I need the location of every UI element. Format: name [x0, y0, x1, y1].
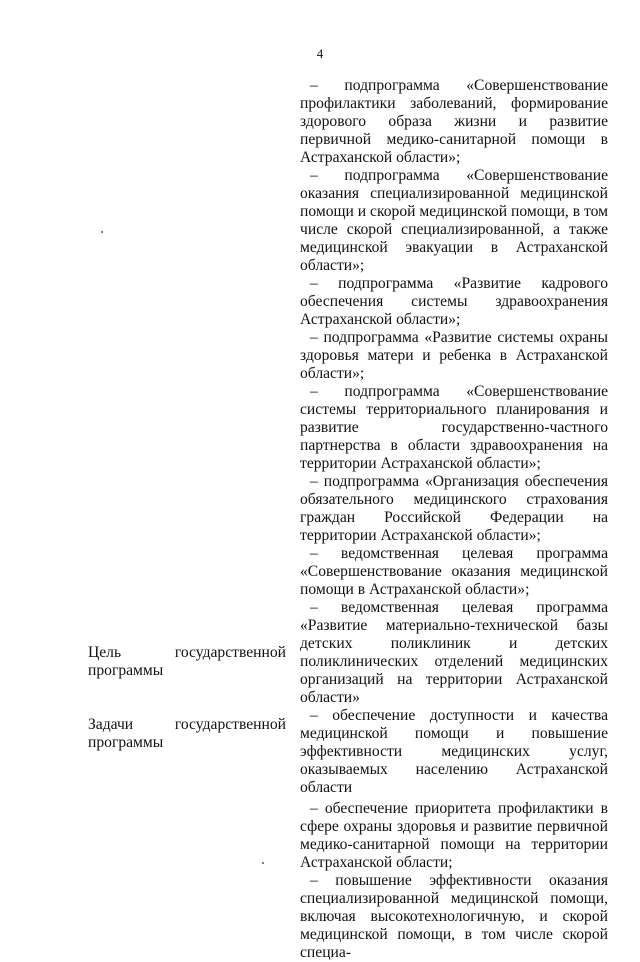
- task-item: – повышение эффективности оказания специализированной медицинской помощи, включая высокотехнологичную, и скорой медицинской помощи, в том числе скорой специа-: [300, 872, 608, 961]
- scan-speck: [101, 231, 103, 233]
- page-number: 4: [316, 46, 324, 61]
- subprogram-item: – подпрограмма «Организация обеспечения обязательного медицинского страхования граждан Российской Федерации на территории Астраханской области»;: [300, 473, 608, 544]
- subprogram-item: – подпрограмма «Совершенствование оказания специализированной медицинской помощи и скорой медицинской помощи, в том числе скорой специализированной, а также медицинской эвакуации в Астраханской области»;: [300, 167, 608, 274]
- goal-text: – обеспечение доступности и качества медицинской помощи и повышение эффективности медицинских услуг, оказываемых населению Астраханской области: [300, 707, 608, 796]
- program-structure-column: [300, 77, 608, 962]
- subprogram-item: – подпрограмма «Развитие кадрового обеспечения системы здравоохранения Астраханской области»;: [300, 275, 608, 328]
- scan-speck: [262, 862, 264, 864]
- subprogram-item: – подпрограмма «Развитие системы охраны здоровья матери и ребенка в Астраханской области»;: [300, 329, 608, 382]
- departmental-program-item: – ведомственная целевая программа «Совершенствование оказания медицинской помощи в Астраханской области»;: [300, 545, 608, 598]
- goal-label: Цель государственной программы: [88, 644, 286, 679]
- task-item: – обеспечение приоритета профилактики в сфере охраны здоровья и развитие первичной медико-санитарной помощи на территории Астраханской области;: [300, 800, 608, 871]
- departmental-program-item: – ведомственная целевая программа «Развитие материально-технической базы детских поликлиник и детских поликлинических отделений медицинских организаций на территории Астраханской области»: [300, 599, 608, 706]
- tasks-label: Задачи государственной программы: [88, 716, 286, 751]
- subprogram-item: – подпрограмма «Совершенствование системы территориального планирования и развитие государственно-частного партнерства в области здравоохранения на территории Астраханской области»;: [300, 383, 608, 472]
- subprogram-item: – подпрограмма «Совершенствование профилактики заболеваний, формирование здорового образа жизни и развитие первичной медико-санитарной помощи в Астраханской области»;: [300, 77, 608, 166]
